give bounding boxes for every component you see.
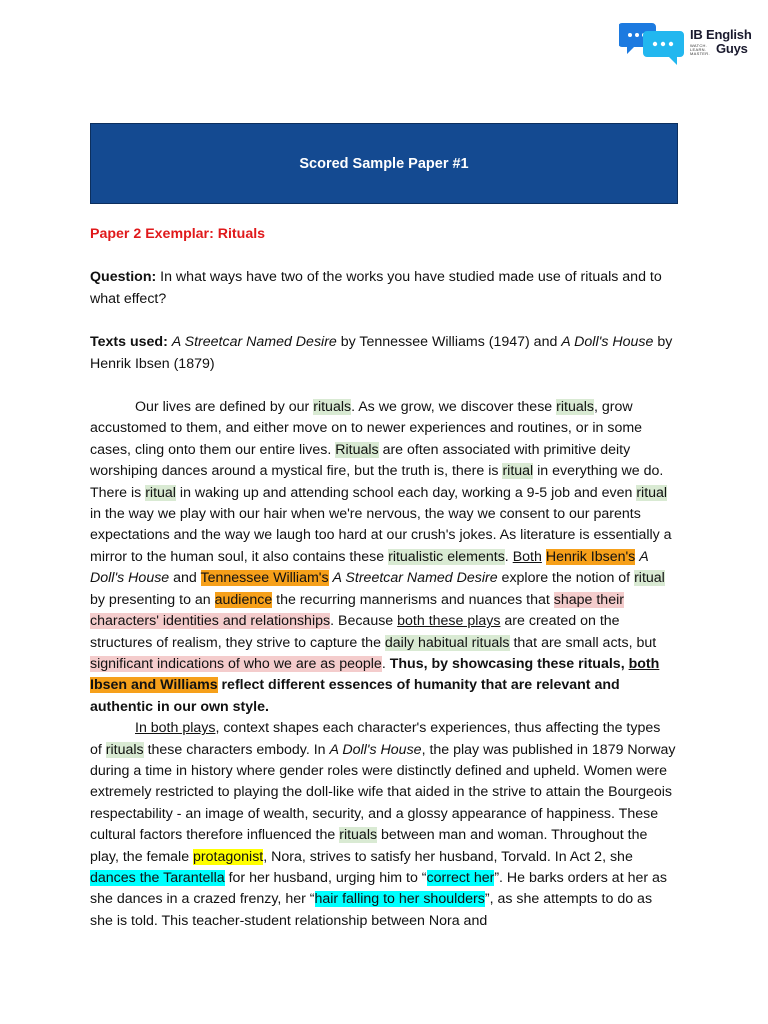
text-run: . (504, 548, 513, 565)
highlight-author: Henrik Ibsen's (545, 548, 636, 565)
logo (619, 20, 759, 70)
text-run: by Tennessee Williams (1947) and (336, 334, 562, 351)
highlight-audience: audience (214, 591, 273, 608)
underline-both: Both (512, 548, 542, 565)
highlight-evidence: hair falling to her shoulders (314, 891, 485, 908)
text-run: for her husband, urging him to “ (224, 869, 427, 886)
text-run: . (381, 655, 390, 672)
logo-tagline: WATCH. LEARN. MASTER. (690, 43, 710, 56)
text-run: in the way we play with our hair when we're nervous, the way we consent to our parents expectations and the way we laugh too hard at our crush's jokes. As literature is essentially a mirror to the human soul, it also contains these (90, 506, 672, 565)
highlight-effect: shape their characters' identities and relationships (90, 591, 624, 630)
chat-bubbles-icon (619, 20, 689, 68)
underline-both: both these plays (397, 613, 501, 630)
text-run: in waking up and attending school each day, working a 9-5 job and even (175, 484, 637, 501)
text-run: are created on the structures of realism, they strive to capture the (90, 613, 620, 651)
text-run: , Nora, strives to satisfy her husband, Torvald. In Act 2, she (263, 848, 633, 865)
logo-line2: Guys (716, 41, 748, 56)
text-run: between man and woman. Throughout the play, the female (90, 827, 648, 865)
underline-both: both (628, 655, 660, 672)
highlight-ritual: Rituals (335, 441, 379, 458)
document-body (90, 224, 676, 932)
work-title: A Doll's House (329, 741, 422, 758)
highlight-ritual: ritual (145, 484, 176, 501)
text-run: , grow accustomed to them, and either move on to newer experiences and routines, or in some cases, cling onto them our entire lives. (90, 399, 643, 458)
subtitle: Paper 2 Exemplar: Rituals (90, 226, 266, 242)
work-title: A Doll's House (561, 334, 654, 351)
text-run: , context shapes each character's experiences, thus affecting the types of (90, 720, 661, 758)
text-run: Thus, by showcasing these rituals, (389, 655, 629, 672)
text-run: ”, as she attempts to do as she is told. This teacher-student relationship between Nora and (90, 891, 653, 929)
text-run: . Because (330, 613, 398, 630)
text-run: that are small acts, but (509, 634, 657, 651)
highlight-ritual: ritualistic elements (388, 548, 505, 565)
text-run: reflect different essences of humanity that are relevant and authentic in our own style. (90, 677, 620, 715)
question (90, 267, 676, 310)
paragraph-intro (90, 397, 676, 718)
work-title: A Streetcar Named Desire (332, 570, 498, 587)
text-run: in everything we do. There is (90, 463, 664, 501)
texts-used-label: Texts used: (90, 334, 168, 351)
highlight-ritual: rituals (339, 827, 378, 844)
highlight-effect: significant indications of who we are as people (90, 655, 382, 672)
highlight-ritual: rituals (313, 399, 352, 416)
highlight-ritual: rituals (105, 741, 144, 758)
underline-both: In both plays (135, 720, 216, 737)
banner-title: Scored Sample Paper #1 (299, 155, 469, 172)
highlight-ritual: ritual (634, 570, 665, 587)
work-title: A Doll's House (90, 548, 649, 587)
text-run: Our lives are defined by our (135, 399, 314, 416)
text-run: by presenting to an (90, 591, 215, 608)
text-run: the recurring mannerisms and nuances that (272, 591, 554, 608)
logo-line1: IB English (690, 27, 752, 42)
highlight-ritual: rituals (556, 399, 594, 416)
work-title: A Streetcar Named Desire (171, 334, 337, 351)
highlight-ritual: ritual (636, 484, 668, 501)
texts-used (90, 332, 676, 375)
question-label: Question: (90, 269, 157, 286)
text-run: by Henrik Ibsen (1879) (90, 334, 673, 372)
text-run: are often associated with primitive deity worshiping dances around a mystical fire, but the truth is, there is (90, 441, 631, 480)
title-banner (90, 123, 678, 204)
text-run: explore the notion of (497, 570, 635, 587)
text-run: and (169, 570, 201, 587)
text-run: ”. He barks orders at her as she dances in a crazed frenzy, her “ (90, 869, 668, 908)
text-run: these characters embody. In (143, 741, 330, 758)
highlight-protagonist: protagonist (193, 848, 264, 865)
highlight-evidence: correct her (426, 869, 495, 886)
highlight-author: Ibsen and Williams (90, 677, 218, 694)
highlight-author: Tennessee William's (200, 570, 329, 587)
highlight-ritual: daily habitual rituals (384, 634, 510, 651)
text-run: . As we grow, we discover these (351, 399, 557, 416)
highlight-ritual: ritual (502, 463, 534, 480)
text-run: , the play was published in 1879 Norway during a time in history where gender roles were distinctly defined and upheld. Women were extremely restricted to playing the doll-like wife that aided in the strive to attain the Bourgeois respectability - an image of wealth, security, and a glossy appearance of happiness. These cultural factors therefore influenced the (90, 741, 676, 844)
highlight-evidence: dances the Tarantella (90, 869, 225, 886)
paragraph-body (90, 718, 676, 932)
question-text: In what ways have two of the works you have studied made use of rituals and to what effect? (90, 269, 662, 307)
